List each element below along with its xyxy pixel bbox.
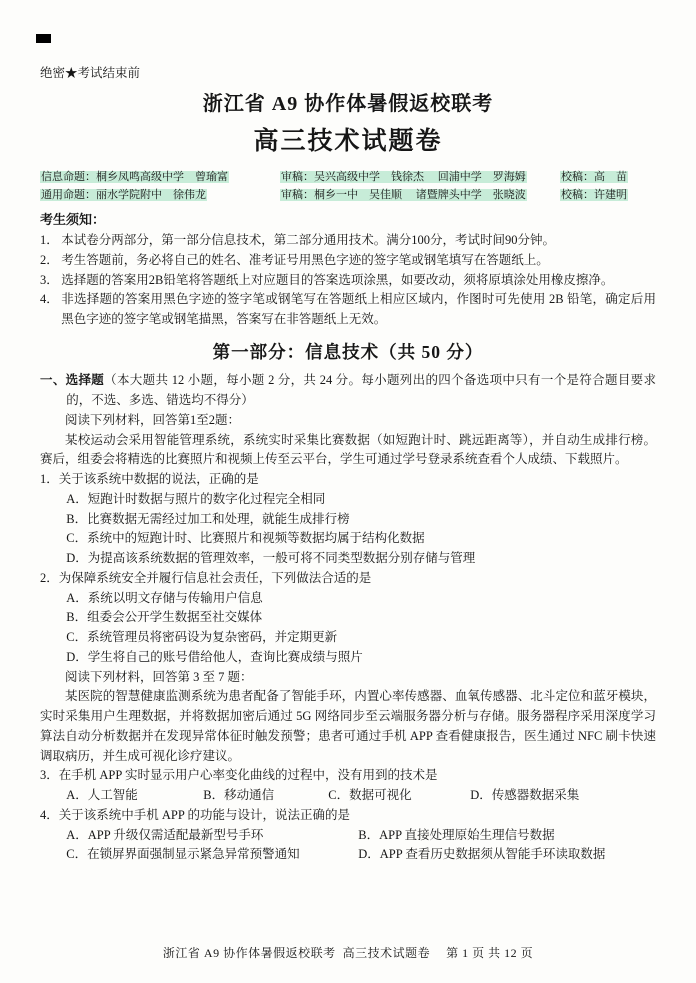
exam-subtitle: 高三技术试题卷 <box>253 128 443 156</box>
notice-item-number: 1． <box>40 233 59 247</box>
credits-row-general <box>40 187 656 205</box>
question-stem: 1．关于该系统中数据的说法，正确的是 <box>40 472 259 487</box>
option-c: C．数据可视化 <box>328 788 412 803</box>
option-a: A．人工智能 <box>66 788 138 803</box>
credits-block <box>40 169 656 205</box>
notice-item-number: 3． <box>40 272 59 287</box>
reading-note-1: 阅读下列材料，回答第1至2题： <box>65 412 241 427</box>
question-options-grid <box>40 826 656 866</box>
notice-item-text: 本试卷分两部分，第一部分信息技术，第二部分通用技术。满分100分，考试时间90分钟。 <box>61 233 556 247</box>
credit-cell <box>280 187 560 205</box>
credits-row-info <box>40 169 656 187</box>
notice-item <box>40 290 656 330</box>
notice-item <box>40 231 656 251</box>
multiple-choice-label: 一、选择题 <box>40 373 105 388</box>
option-c: C．在锁屏界面强制显示紧急异常预警通知 <box>66 847 300 862</box>
option-c: C．系统管理员将密码设为复杂密码，并定期更新 <box>66 630 338 645</box>
option-d: D．传感器数据采集 <box>470 788 580 803</box>
passage-1: 某校运动会采用智能管理系统，系统实时采集比赛数据（如短跑计时、跳远距离等），并自动生成排行榜。赛后，组委会将精选的比赛照片和视频上传至云平台，学生可通过学号登录系统查看个人成绩、下载照片。 <box>40 432 656 467</box>
question-options <box>40 490 656 569</box>
credit-cell <box>560 187 656 205</box>
multiple-choice-note: （本大题共 12 小题，每小题 2 分，共 24 分。每小题列出的四个备选项中只有一个是符合题目要求的，不选、多选、错选均不得分） <box>66 373 656 408</box>
part1-heading: 第一部分：信息技术（共 50 分） <box>212 341 484 362</box>
option-a: A．短跑计时数据与照片的数字化过程完全相同 <box>66 491 326 506</box>
info-proofreader-highlight: 校稿：高 苗 <box>561 170 627 183</box>
info-setter-highlight: 信息命题：桐乡凤鸣高级中学 曾瑜富 <box>41 170 228 183</box>
notice-item-text: 考生答题前，务必将自己的姓名、准考证号用黑色字迹的签字笔或钢笔填写在答题纸上。 <box>61 252 549 267</box>
credit-cell <box>40 187 280 205</box>
credit-cell <box>560 169 656 187</box>
option-a: A．系统以明文存储与传输用户信息 <box>66 590 263 605</box>
question-options <box>40 589 656 668</box>
question-2 <box>40 569 656 668</box>
credit-cell <box>40 169 280 187</box>
question-3 <box>40 766 656 806</box>
page-footer: 浙江省 A9 协作体暑假返校联考 高三技术试题卷 第 1 页 共 12 页 <box>162 946 534 961</box>
notice-item <box>40 251 656 271</box>
registration-mark <box>36 34 51 43</box>
question-stem: 3．在手机 APP 实时显示用户心率变化曲线的过程中，没有用到的技术是 <box>40 768 438 783</box>
question-4 <box>40 806 656 865</box>
general-setter-highlight: 通用命题：丽水学院附中 徐伟龙 <box>41 188 206 201</box>
general-proofreader-highlight: 校稿：许建明 <box>561 188 627 201</box>
notice-item-text: 选择题的答案用2B铅笔将答题纸上对应题目的答案选项涂黑，如要改动，须将原填涂处用橡皮擦净。 <box>61 272 614 287</box>
reading-note-2: 阅读下列材料，回答第 3 至 7 题： <box>65 669 253 684</box>
option-c: C．系统中的短跑计时、比赛照片和视频等数据均属于结构化数据 <box>66 531 425 546</box>
option-b: B．移动通信 <box>203 788 275 803</box>
info-reviewer-highlight: 审稿：吴兴高级中学 钱徐杰 回浦中学 罗海姆 <box>281 170 526 183</box>
option-d: D．为提高该系统数据的管理效率，一般可将不同类型数据分别存储与管理 <box>66 551 476 566</box>
notice-item-text: 非选择题的答案用黑色字迹的签字笔或钢笔写在答题纸上相应区域内，作图时可先使用 2B 铅笔，确定后用黑色字迹的签字笔或钢笔描黑，答案写在非答题纸上无效。 <box>61 292 656 326</box>
notice-heading: 考生须知： <box>40 212 106 228</box>
option-b: B．APP 直接处理原始生理信号数据 <box>358 827 555 842</box>
passage-2: 某医院的智慧健康监测系统为患者配备了智能手环，内置心率传感器、血氧传感器、北斗定位和蓝牙模块，实时采集用户生理数据，并将数据加密后通过 5G 网络同步至云端服务器分析与存储。服务器程序采用深度学习算法自动分析数据并在发现异常体征时触发预警；患者可通过手机 APP 查看健康报告，医生通过 NFC 刷卡快速调取病历，并生成可视化诊疗建议。 <box>40 689 656 763</box>
notice-item-number: 2． <box>40 252 59 267</box>
option-d: D．学生将自己的账号借给他人，查询比赛成绩与照片 <box>66 649 363 664</box>
question-stem: 2．为保障系统安全并履行信息社会责任，下列做法合适的是 <box>40 570 372 585</box>
multiple-choice-intro <box>40 371 656 411</box>
exam-title: 浙江省 A9 协作体暑假返校联考 <box>202 92 494 115</box>
credit-cell <box>280 169 560 187</box>
option-b: B．比赛数据无需经过加工和处理，就能生成排行榜 <box>66 511 350 526</box>
notice-list <box>40 231 656 330</box>
option-d: D．APP 查看历史数据须从智能手环读取数据 <box>358 847 606 862</box>
general-reviewer-highlight: 审稿：桐乡一中 吴佳顺 诸暨牌头中学 张晓波 <box>281 188 526 201</box>
question-1 <box>40 470 656 569</box>
question-stem: 4．关于该系统中手机 APP 的功能与设计，说法正确的是 <box>40 807 350 822</box>
question-options-inline <box>40 786 656 806</box>
option-a: A．APP 升级仅需适配最新型号手环 <box>66 827 264 842</box>
classification-label: 绝密★考试结束前 <box>40 66 141 80</box>
notice-item <box>40 271 656 291</box>
notice-item-number: 4． <box>40 292 59 307</box>
option-b: B．组委会公开学生数据至社交媒体 <box>66 610 263 625</box>
